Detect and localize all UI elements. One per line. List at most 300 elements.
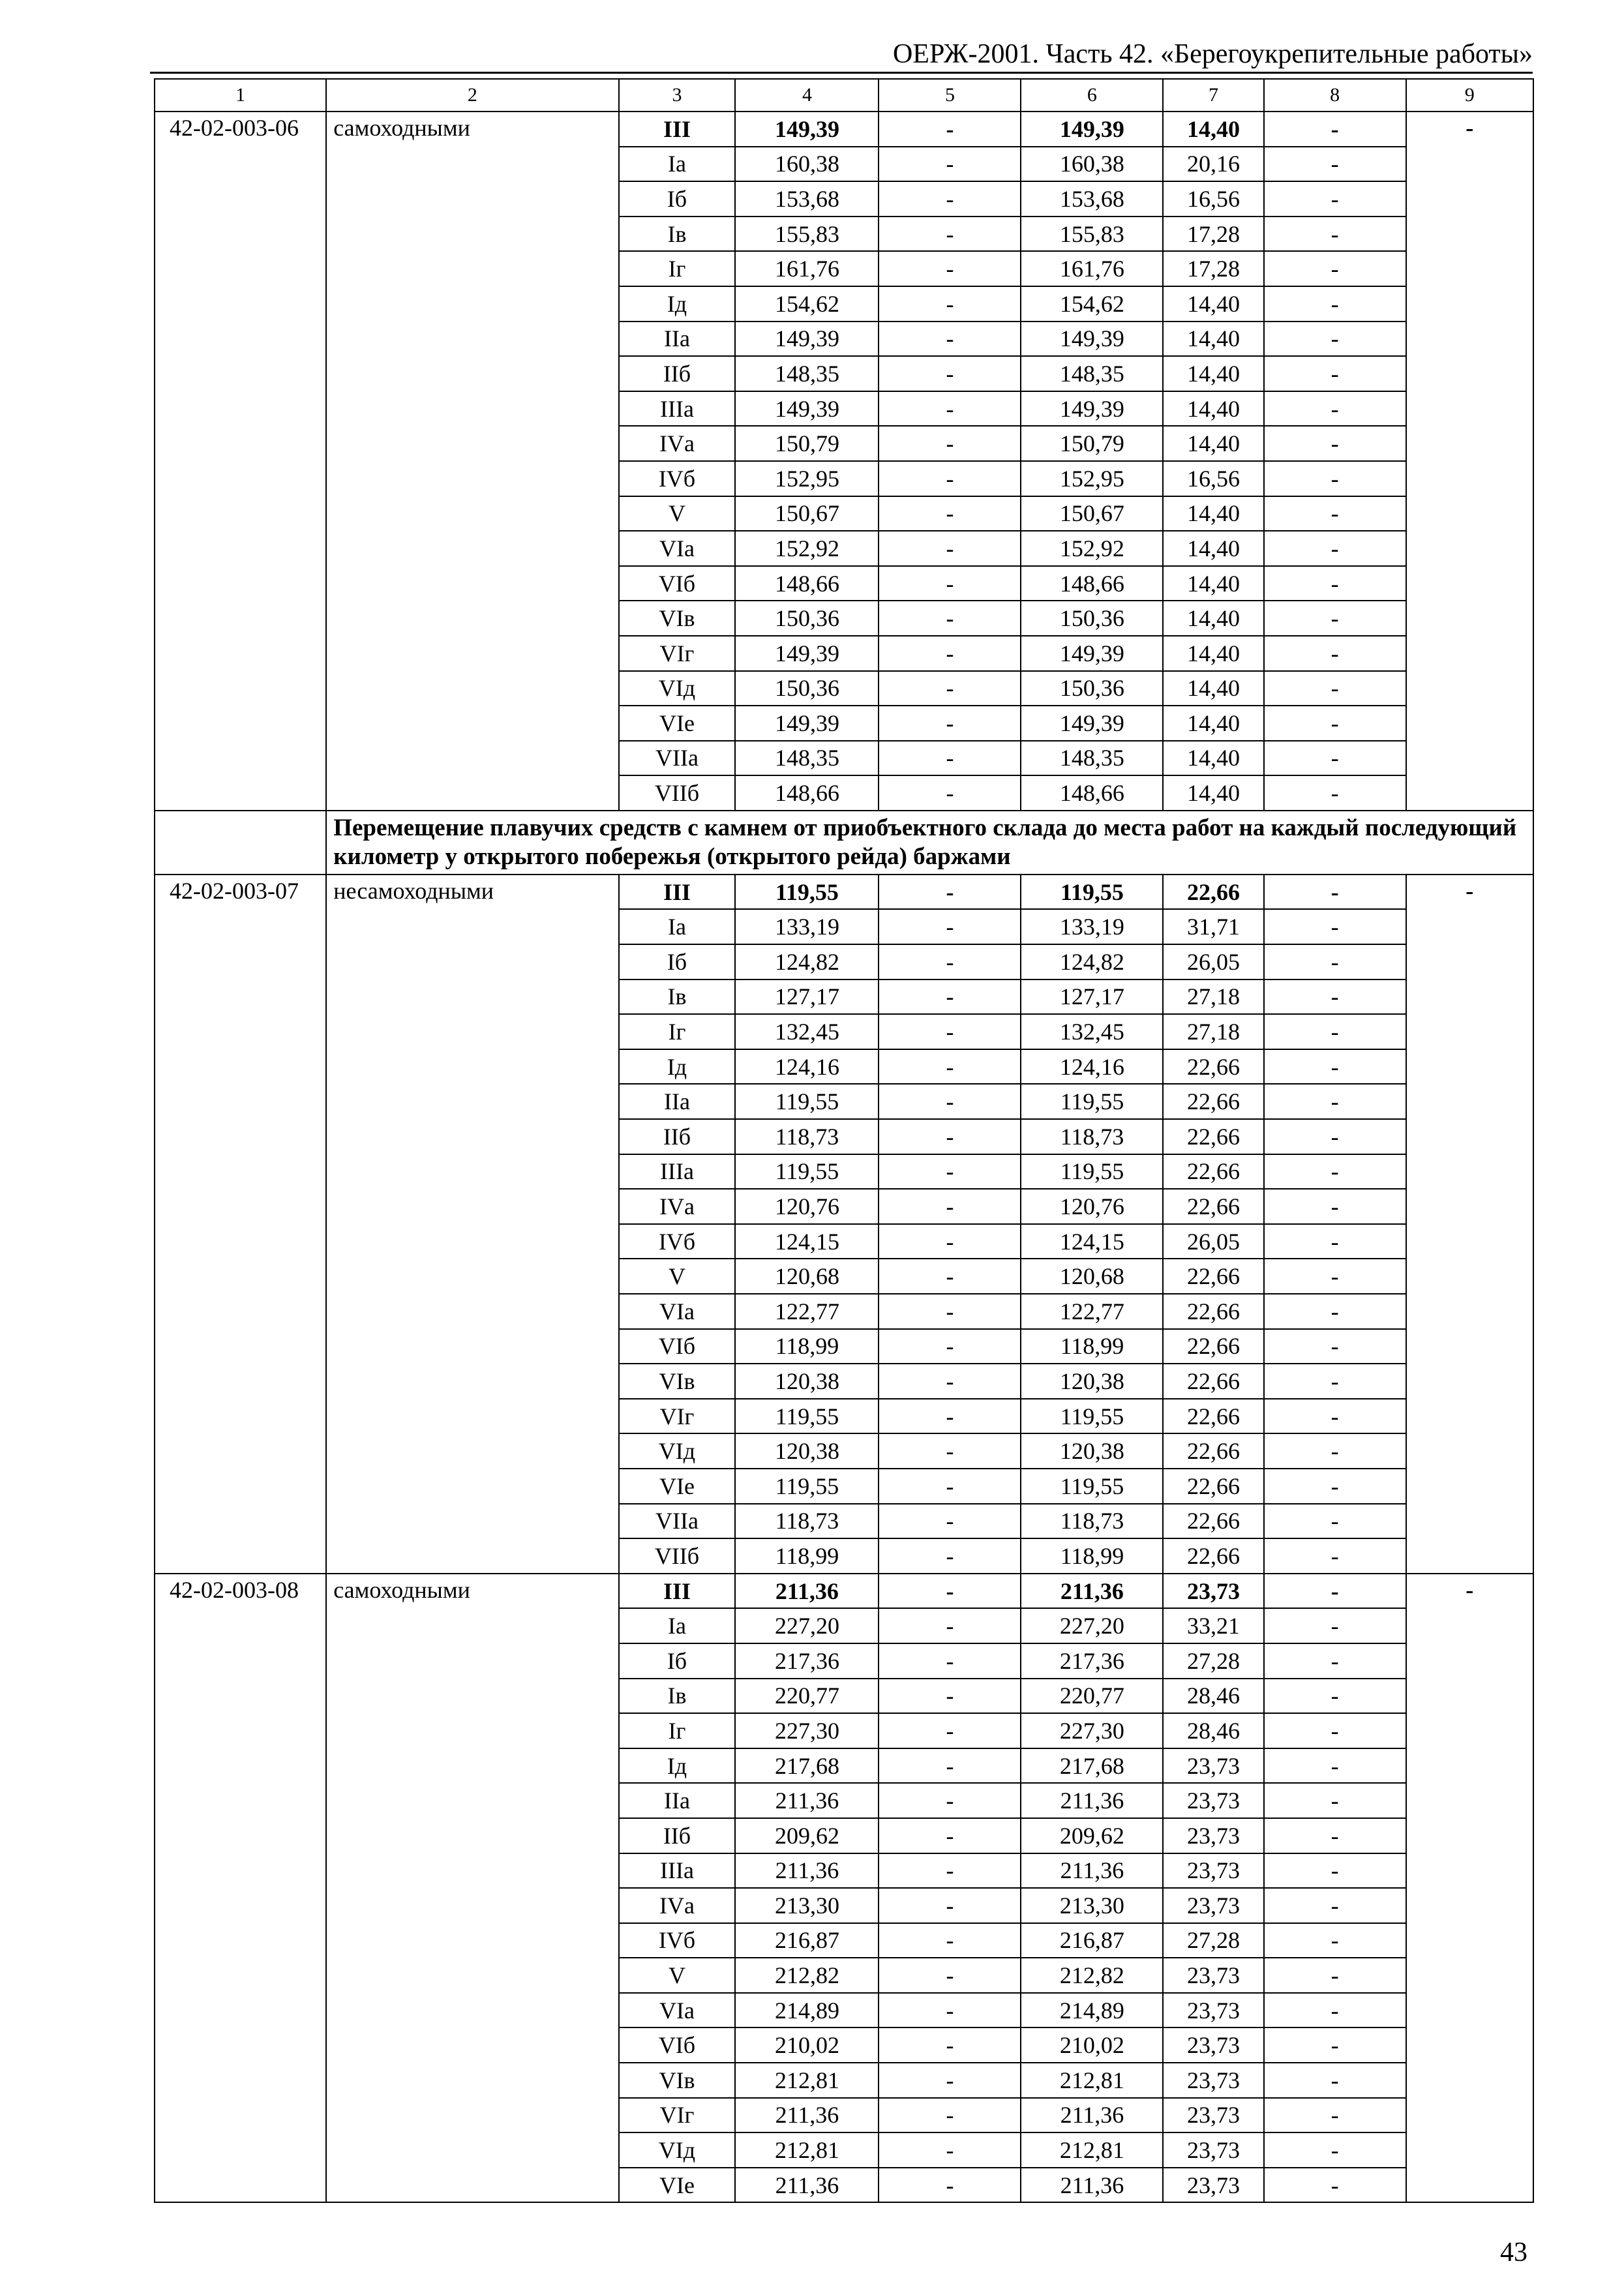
col7-cell: 28,46 xyxy=(1163,1713,1263,1748)
total-cost-cell: 120,38 xyxy=(735,1364,879,1399)
zone-cell: Iд xyxy=(619,1049,736,1085)
col7-cell: 22,66 xyxy=(1163,1538,1263,1574)
zone-cell: VIв xyxy=(619,1364,736,1399)
col6-cell: 118,99 xyxy=(1021,1538,1163,1574)
col7-cell: 14,40 xyxy=(1163,112,1263,147)
total-cost-cell: 149,39 xyxy=(735,391,879,426)
col6-cell: 120,68 xyxy=(1021,1259,1163,1294)
col7-cell: 23,73 xyxy=(1163,2098,1263,2133)
col8-cell: - xyxy=(1264,706,1406,741)
col8-cell: - xyxy=(1264,1084,1406,1119)
col5-cell: - xyxy=(879,2132,1021,2168)
col6-cell: 212,82 xyxy=(1021,1958,1163,1993)
col5-cell: - xyxy=(879,980,1021,1015)
col6-cell: 160,38 xyxy=(1021,147,1163,182)
col7-cell: 27,28 xyxy=(1163,1643,1263,1679)
zone-cell: V xyxy=(619,496,736,531)
zone-cell: IVб xyxy=(619,461,736,496)
zone-cell: Iб xyxy=(619,944,736,980)
col5-cell: - xyxy=(879,1119,1021,1154)
col7-cell: 33,21 xyxy=(1163,1608,1263,1643)
col7-cell: 17,28 xyxy=(1163,217,1263,252)
col5-cell: - xyxy=(879,251,1021,286)
col6-cell: 216,87 xyxy=(1021,1923,1163,1958)
col7-cell: 17,28 xyxy=(1163,251,1263,286)
total-cost-cell: 211,36 xyxy=(735,1853,879,1889)
col5-cell: - xyxy=(879,286,1021,322)
col6-cell: 149,39 xyxy=(1021,391,1163,426)
col7-cell: 23,73 xyxy=(1163,2027,1263,2063)
col7-cell: 28,46 xyxy=(1163,1679,1263,1714)
col5-cell: - xyxy=(879,1224,1021,1259)
total-cost-cell: 132,45 xyxy=(735,1014,879,1049)
col-num-9: 9 xyxy=(1406,79,1533,112)
total-cost-cell: 214,89 xyxy=(735,1993,879,2028)
col6-cell: 149,39 xyxy=(1021,322,1163,357)
col6-cell: 119,55 xyxy=(1021,1084,1163,1119)
col8-cell: - xyxy=(1264,875,1406,910)
col7-cell: 23,73 xyxy=(1163,2132,1263,2168)
col8-cell: - xyxy=(1264,1748,1406,1784)
col6-cell: 122,77 xyxy=(1021,1294,1163,1329)
col7-cell: 23,73 xyxy=(1163,1853,1263,1889)
total-cost-cell: 217,68 xyxy=(735,1748,879,1784)
col6-cell: 120,76 xyxy=(1021,1189,1163,1224)
col6-cell: 161,76 xyxy=(1021,251,1163,286)
col6-cell: 150,79 xyxy=(1021,426,1163,461)
table-row xyxy=(155,875,1533,910)
col6-cell: 152,95 xyxy=(1021,461,1163,496)
col8-cell: - xyxy=(1264,217,1406,252)
col5-cell: - xyxy=(879,1469,1021,1504)
zone-cell: IVа xyxy=(619,426,736,461)
col5-cell: - xyxy=(879,1154,1021,1189)
zone-cell: Iг xyxy=(619,1014,736,1049)
col8-cell: - xyxy=(1264,1608,1406,1643)
col7-cell: 23,73 xyxy=(1163,2168,1263,2203)
col5-cell: - xyxy=(879,1713,1021,1748)
col7-cell: 14,40 xyxy=(1163,671,1263,706)
total-cost-cell: 150,36 xyxy=(735,601,879,636)
col-num-7: 7 xyxy=(1163,79,1263,112)
col6-cell: 119,55 xyxy=(1021,1399,1163,1434)
col6-cell: 118,99 xyxy=(1021,1329,1163,1364)
zone-cell: VIIб xyxy=(619,1538,736,1574)
col7-cell: 14,40 xyxy=(1163,391,1263,426)
col5-cell: - xyxy=(879,1748,1021,1784)
zone-cell: VIб xyxy=(619,1329,736,1364)
zone-cell: Iа xyxy=(619,147,736,182)
col7-cell: 22,66 xyxy=(1163,1433,1263,1469)
total-cost-cell: 119,55 xyxy=(735,1469,879,1504)
col8-cell: - xyxy=(1264,775,1406,811)
col5-cell: - xyxy=(879,356,1021,391)
col7-cell: 22,66 xyxy=(1163,1189,1263,1224)
total-cost-cell: 153,68 xyxy=(735,181,879,217)
col6-cell: 119,55 xyxy=(1021,875,1163,910)
col8-cell: - xyxy=(1264,1433,1406,1469)
col5-cell: - xyxy=(879,2063,1021,2098)
zone-cell: V xyxy=(619,1259,736,1294)
total-cost-cell: 118,73 xyxy=(735,1504,879,1539)
col-num-5: 5 xyxy=(879,79,1021,112)
total-cost-cell: 124,15 xyxy=(735,1224,879,1259)
total-cost-cell: 120,38 xyxy=(735,1433,879,1469)
col5-cell: - xyxy=(879,1783,1021,1818)
col8-cell: - xyxy=(1264,426,1406,461)
col5-cell: - xyxy=(879,147,1021,182)
col8-cell: - xyxy=(1264,601,1406,636)
col5-cell: - xyxy=(879,217,1021,252)
col8-cell: - xyxy=(1264,741,1406,776)
col-num-1: 1 xyxy=(155,79,326,112)
col6-cell: 154,62 xyxy=(1021,286,1163,322)
col6-cell: 217,36 xyxy=(1021,1643,1163,1679)
col7-cell: 14,40 xyxy=(1163,566,1263,601)
col8-cell: - xyxy=(1264,1224,1406,1259)
total-cost-cell: 119,55 xyxy=(735,875,879,910)
col7-cell: 23,73 xyxy=(1163,1958,1263,1993)
item-code: 42-02-003-07 xyxy=(155,875,326,1574)
zone-cell: Iб xyxy=(619,1643,736,1679)
col8-cell: - xyxy=(1264,251,1406,286)
col5-cell: - xyxy=(879,706,1021,741)
section-header-row xyxy=(155,811,1533,875)
col6-cell: 211,36 xyxy=(1021,2098,1163,2133)
col7-cell: 14,40 xyxy=(1163,741,1263,776)
col6-cell: 119,55 xyxy=(1021,1469,1163,1504)
col5-cell: - xyxy=(879,909,1021,944)
total-cost-cell: 152,92 xyxy=(735,531,879,566)
col5-cell: - xyxy=(879,601,1021,636)
col6-cell: 120,38 xyxy=(1021,1364,1163,1399)
col8-cell: - xyxy=(1264,1154,1406,1189)
col7-cell: 31,71 xyxy=(1163,909,1263,944)
zone-cell: VIг xyxy=(619,636,736,671)
col5-cell: - xyxy=(879,1399,1021,1434)
total-cost-cell: 120,68 xyxy=(735,1259,879,1294)
zone-cell: VIе xyxy=(619,2168,736,2203)
col5-cell: - xyxy=(879,1084,1021,1119)
zone-cell: IIб xyxy=(619,1818,736,1853)
col5-cell: - xyxy=(879,531,1021,566)
col5-cell: - xyxy=(879,1294,1021,1329)
total-cost-cell: 152,95 xyxy=(735,461,879,496)
total-cost-cell: 211,36 xyxy=(735,1574,879,1609)
col6-cell: 155,83 xyxy=(1021,217,1163,252)
zone-cell: VIIа xyxy=(619,1504,736,1539)
total-cost-cell: 119,55 xyxy=(735,1154,879,1189)
col7-cell: 23,73 xyxy=(1163,2063,1263,2098)
total-cost-cell: 149,39 xyxy=(735,112,879,147)
col5-cell: - xyxy=(879,566,1021,601)
zone-cell: IIб xyxy=(619,1119,736,1154)
col5-cell: - xyxy=(879,1888,1021,1923)
col6-cell: 150,67 xyxy=(1021,496,1163,531)
col8-cell: - xyxy=(1264,671,1406,706)
total-cost-cell: 211,36 xyxy=(735,2168,879,2203)
col8-cell: - xyxy=(1264,1958,1406,1993)
zone-cell: VIе xyxy=(619,1469,736,1504)
column-number-row xyxy=(155,79,1533,112)
zone-cell: Iа xyxy=(619,909,736,944)
col5-cell: - xyxy=(879,322,1021,357)
col7-cell: 22,66 xyxy=(1163,875,1263,910)
total-cost-cell: 155,83 xyxy=(735,217,879,252)
col6-cell: 211,36 xyxy=(1021,1853,1163,1889)
col8-cell: - xyxy=(1264,566,1406,601)
table-row xyxy=(155,112,1533,147)
col6-cell: 148,35 xyxy=(1021,741,1163,776)
total-cost-cell: 122,77 xyxy=(735,1294,879,1329)
zone-cell: IIIа xyxy=(619,1853,736,1889)
col5-cell: - xyxy=(879,391,1021,426)
col5-cell: - xyxy=(879,636,1021,671)
col5-cell: - xyxy=(879,1853,1021,1889)
col6-cell: 149,39 xyxy=(1021,112,1163,147)
col8-cell: - xyxy=(1264,2168,1406,2203)
total-cost-cell: 227,20 xyxy=(735,1608,879,1643)
total-cost-cell: 149,39 xyxy=(735,706,879,741)
col8-cell: - xyxy=(1264,1643,1406,1679)
col5-cell: - xyxy=(879,496,1021,531)
col6-cell: 149,39 xyxy=(1021,706,1163,741)
col7-cell: 22,66 xyxy=(1163,1469,1263,1504)
col5-cell: - xyxy=(879,875,1021,910)
col7-cell: 16,56 xyxy=(1163,181,1263,217)
col7-cell: 27,28 xyxy=(1163,1923,1263,1958)
col8-cell: - xyxy=(1264,944,1406,980)
col5-cell: - xyxy=(879,2027,1021,2063)
col8-cell: - xyxy=(1264,1923,1406,1958)
col5-cell: - xyxy=(879,1923,1021,1958)
col6-cell: 212,81 xyxy=(1021,2132,1163,2168)
zone-cell: Iа xyxy=(619,1608,736,1643)
col7-cell: 22,66 xyxy=(1163,1154,1263,1189)
zone-cell: Iг xyxy=(619,1713,736,1748)
col6-cell: 212,81 xyxy=(1021,2063,1163,2098)
zone-cell: IIб xyxy=(619,356,736,391)
zone-cell: IIа xyxy=(619,1084,736,1119)
col-num-3: 3 xyxy=(619,79,736,112)
zone-cell: Iг xyxy=(619,251,736,286)
col8-cell: - xyxy=(1264,1364,1406,1399)
col5-cell: - xyxy=(879,461,1021,496)
zone-cell: IIIа xyxy=(619,1154,736,1189)
col5-cell: - xyxy=(879,1433,1021,1469)
col6-cell: 213,30 xyxy=(1021,1888,1163,1923)
total-cost-cell: 212,82 xyxy=(735,1958,879,1993)
item-code: 42-02-003-08 xyxy=(155,1574,326,2203)
col7-cell: 14,40 xyxy=(1163,426,1263,461)
total-cost-cell: 211,36 xyxy=(735,2098,879,2133)
col7-cell: 23,73 xyxy=(1163,1993,1263,2028)
item-name: самоходными xyxy=(326,112,618,811)
col6-cell: 217,68 xyxy=(1021,1748,1163,1784)
col8-cell: - xyxy=(1264,1399,1406,1434)
zone-cell: IVб xyxy=(619,1224,736,1259)
col6-cell: 124,16 xyxy=(1021,1049,1163,1085)
total-cost-cell: 148,66 xyxy=(735,566,879,601)
total-cost-cell: 210,02 xyxy=(735,2027,879,2063)
zone-cell: Iд xyxy=(619,1748,736,1784)
zone-cell: VIа xyxy=(619,1993,736,2028)
table-body xyxy=(155,79,1533,2202)
col6-cell: 209,62 xyxy=(1021,1818,1163,1853)
zone-cell: VIв xyxy=(619,2063,736,2098)
col6-cell: 148,66 xyxy=(1021,566,1163,601)
col6-cell: 118,73 xyxy=(1021,1504,1163,1539)
col6-cell: 133,19 xyxy=(1021,909,1163,944)
col7-cell: 23,73 xyxy=(1163,1783,1263,1818)
total-cost-cell: 133,19 xyxy=(735,909,879,944)
zone-cell: V xyxy=(619,1958,736,1993)
col8-cell: - xyxy=(1264,1014,1406,1049)
col6-cell: 148,35 xyxy=(1021,356,1163,391)
col8-cell: - xyxy=(1264,1259,1406,1294)
col8-cell: - xyxy=(1264,461,1406,496)
zone-cell: VIб xyxy=(619,2027,736,2063)
col5-cell: - xyxy=(879,112,1021,147)
col8-cell: - xyxy=(1264,1329,1406,1364)
col6-cell: 211,36 xyxy=(1021,2168,1163,2203)
total-cost-cell: 124,82 xyxy=(735,944,879,980)
col-num-8: 8 xyxy=(1264,79,1406,112)
col6-cell: 127,17 xyxy=(1021,980,1163,1015)
col-num-2: 2 xyxy=(326,79,618,112)
total-cost-cell: 220,77 xyxy=(735,1679,879,1714)
total-cost-cell: 149,39 xyxy=(735,636,879,671)
col5-cell: - xyxy=(879,1538,1021,1574)
zone-cell: IVа xyxy=(619,1189,736,1224)
total-cost-cell: 149,39 xyxy=(735,322,879,357)
col8-cell: - xyxy=(1264,1119,1406,1154)
col8-cell: - xyxy=(1264,1189,1406,1224)
col8-cell: - xyxy=(1264,1853,1406,1889)
total-cost-cell: 160,38 xyxy=(735,147,879,182)
col5-cell: - xyxy=(879,181,1021,217)
col8-cell: - xyxy=(1264,322,1406,357)
col5-cell: - xyxy=(879,775,1021,811)
page-header: ОЕРЖ-2001. Часть 42. «Берегоукрепительные работы» xyxy=(892,39,1533,69)
zone-cell: VIIб xyxy=(619,775,736,811)
col8-cell: - xyxy=(1264,1818,1406,1853)
zone-cell: VIд xyxy=(619,2132,736,2168)
col5-cell: - xyxy=(879,1818,1021,1853)
total-cost-cell: 161,76 xyxy=(735,251,879,286)
zone-cell: IVб xyxy=(619,1923,736,1958)
col8-cell: - xyxy=(1264,391,1406,426)
zone-cell: VIе xyxy=(619,706,736,741)
zone-cell: VIа xyxy=(619,531,736,566)
zone-cell: Iд xyxy=(619,286,736,322)
col8-cell: - xyxy=(1264,1574,1406,1609)
col7-cell: 16,56 xyxy=(1163,461,1263,496)
col8-cell: - xyxy=(1264,2098,1406,2133)
col7-cell: 22,66 xyxy=(1163,1329,1263,1364)
total-cost-cell: 124,16 xyxy=(735,1049,879,1085)
header-rule xyxy=(150,72,1533,74)
zone-cell: VIг xyxy=(619,1399,736,1434)
total-cost-cell: 216,87 xyxy=(735,1923,879,1958)
table-row xyxy=(155,1574,1533,1609)
col5-cell: - xyxy=(879,1679,1021,1714)
col8-cell: - xyxy=(1264,909,1406,944)
col7-cell: 22,66 xyxy=(1163,1399,1263,1434)
col7-cell: 27,18 xyxy=(1163,1014,1263,1049)
col5-cell: - xyxy=(879,671,1021,706)
col6-cell: 124,82 xyxy=(1021,944,1163,980)
page-number: 43 xyxy=(1500,2237,1527,2267)
col7-cell: 22,66 xyxy=(1163,1049,1263,1085)
col7-cell: 14,40 xyxy=(1163,322,1263,357)
col8-cell: - xyxy=(1264,1049,1406,1085)
col8-cell: - xyxy=(1264,1713,1406,1748)
col8-cell: - xyxy=(1264,531,1406,566)
col9-cell: - xyxy=(1406,1574,1533,2203)
item-code: 42-02-003-06 xyxy=(155,112,326,811)
col7-cell: 23,73 xyxy=(1163,1748,1263,1784)
col8-cell: - xyxy=(1264,2132,1406,2168)
col6-cell: 210,02 xyxy=(1021,2027,1163,2063)
col5-cell: - xyxy=(879,1364,1021,1399)
col5-cell: - xyxy=(879,1958,1021,1993)
total-cost-cell: 127,17 xyxy=(735,980,879,1015)
total-cost-cell: 209,62 xyxy=(735,1818,879,1853)
col6-cell: 148,66 xyxy=(1021,775,1163,811)
col7-cell: 22,66 xyxy=(1163,1084,1263,1119)
zone-cell: III xyxy=(619,875,736,910)
col7-cell: 22,66 xyxy=(1163,1504,1263,1539)
col8-cell: - xyxy=(1264,980,1406,1015)
total-cost-cell: 118,99 xyxy=(735,1329,879,1364)
section-title: Перемещение плавучих средств с камнем от приобъектного склада до места работ на каждый последующий километр у открытого побережья (открытого рейда) баржами xyxy=(326,811,1533,875)
col7-cell: 22,66 xyxy=(1163,1119,1263,1154)
col6-cell: 227,20 xyxy=(1021,1608,1163,1643)
col5-cell: - xyxy=(879,1574,1021,1609)
total-cost-cell: 212,81 xyxy=(735,2063,879,2098)
col5-cell: - xyxy=(879,1259,1021,1294)
zone-cell: IVа xyxy=(619,1888,736,1923)
total-cost-cell: 217,36 xyxy=(735,1643,879,1679)
col6-cell: 220,77 xyxy=(1021,1679,1163,1714)
total-cost-cell: 227,30 xyxy=(735,1713,879,1748)
total-cost-cell: 118,73 xyxy=(735,1119,879,1154)
col5-cell: - xyxy=(879,944,1021,980)
col6-cell: 153,68 xyxy=(1021,181,1163,217)
col5-cell: - xyxy=(879,1504,1021,1539)
col7-cell: 22,66 xyxy=(1163,1364,1263,1399)
col6-cell: 124,15 xyxy=(1021,1224,1163,1259)
col5-cell: - xyxy=(879,1643,1021,1679)
total-cost-cell: 150,36 xyxy=(735,671,879,706)
col8-cell: - xyxy=(1264,1538,1406,1574)
col8-cell: - xyxy=(1264,1504,1406,1539)
total-cost-cell: 119,55 xyxy=(735,1084,879,1119)
total-cost-cell: 150,67 xyxy=(735,496,879,531)
zone-cell: VIг xyxy=(619,2098,736,2133)
col7-cell: 20,16 xyxy=(1163,147,1263,182)
col7-cell: 22,66 xyxy=(1163,1259,1263,1294)
col6-cell: 149,39 xyxy=(1021,636,1163,671)
col7-cell: 14,40 xyxy=(1163,496,1263,531)
col6-cell: 211,36 xyxy=(1021,1783,1163,1818)
zone-cell: IIа xyxy=(619,322,736,357)
total-cost-cell: 154,62 xyxy=(735,286,879,322)
zone-cell: III xyxy=(619,112,736,147)
col7-cell: 14,40 xyxy=(1163,531,1263,566)
col7-cell: 14,40 xyxy=(1163,706,1263,741)
